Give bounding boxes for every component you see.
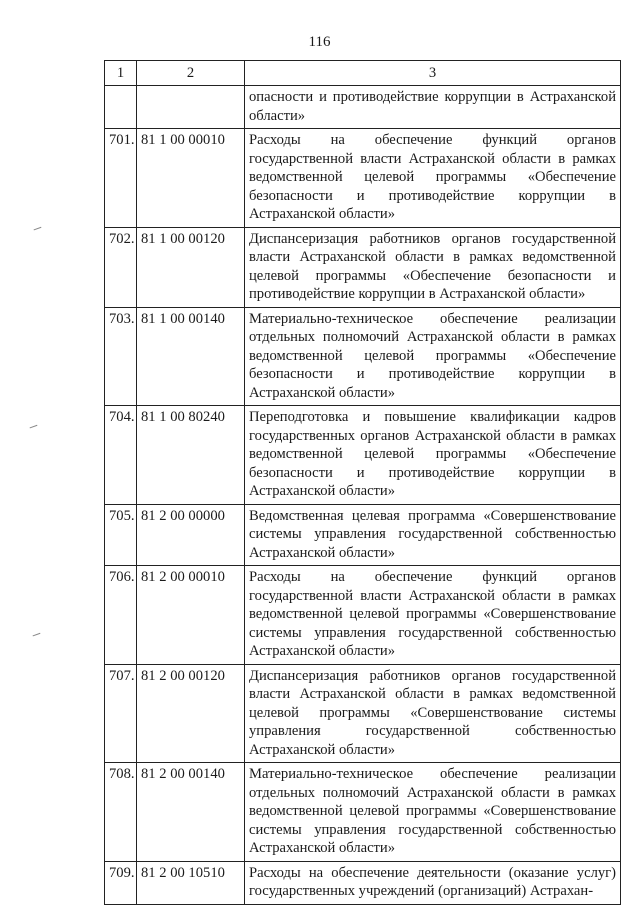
- row-number: [105, 86, 137, 129]
- row-code: 81 2 00 10510: [137, 861, 245, 904]
- table-row: [105, 504, 621, 566]
- table-row: [105, 763, 621, 862]
- row-description: Ведомственная целевая программа «Совершенствование системы управления государственной собственностью Астраханской области»: [245, 504, 621, 566]
- page-number: 116: [308, 34, 331, 50]
- table-row: [105, 664, 621, 763]
- row-number: 706.: [105, 566, 137, 665]
- row-code: 81 1 00 00010: [137, 129, 245, 228]
- row-description: Переподготовка и повышение квалификации кадров государственных органов Астраханской области в рамках ведомственной целевой программы «Обеспечение безопасности и противодействие коррупции в Астраханской области»: [245, 406, 621, 505]
- row-code: 81 1 00 80240: [137, 406, 245, 505]
- table-row: [105, 129, 621, 228]
- row-code: [137, 86, 245, 129]
- table-row: [105, 307, 621, 406]
- row-code: 81 1 00 00140: [137, 307, 245, 406]
- table-row: [105, 406, 621, 505]
- scan-mark: [30, 425, 39, 431]
- row-code: 81 2 00 00010: [137, 566, 245, 665]
- scan-mark: [33, 633, 42, 639]
- scan-mark: [34, 227, 43, 233]
- row-description: Материально-техническое обеспечение реализации отдельных полномочий Астраханской области в рамках ведомственной целевой программы «Совершенствование системы управления государственной собственностью Астраханской области»: [245, 763, 621, 862]
- row-description: опасности и противодействие коррупции в Астраханской области»: [245, 86, 621, 129]
- row-description: Расходы на обеспечение деятельности (оказание услуг) государственных учреждений (организаций) Астрахан-: [245, 861, 621, 904]
- row-number: 704.: [105, 406, 137, 505]
- row-number: 707.: [105, 664, 137, 763]
- budget-table: [104, 60, 621, 905]
- row-description: Диспансеризация работников органов государственной власти Астраханской области в рамках ведомственной целевой программы «Обеспечение безопасности и противодействие коррупции в Астраханской области»: [245, 227, 621, 307]
- row-number: 702.: [105, 227, 137, 307]
- row-number: 709.: [105, 861, 137, 904]
- table-header-row: [105, 61, 621, 86]
- column-header-2: 2: [137, 61, 245, 86]
- row-description: Диспансеризация работников органов государственной власти Астраханской области в рамках ведомственной целевой программы «Совершенствование системы управления государственной собственностью Астраханской области»: [245, 664, 621, 763]
- table-row: [105, 227, 621, 307]
- row-description: Расходы на обеспечение функций органов государственной власти Астраханской области в рамках ведомственной целевой программы «Обеспечение безопасности и противодействие коррупции в Астраханской области»: [245, 129, 621, 228]
- table-row: [105, 566, 621, 665]
- table-row: [105, 861, 621, 904]
- row-code: 81 2 00 00120: [137, 664, 245, 763]
- table-row: [105, 86, 621, 129]
- row-description: Материально-техническое обеспечение реализации отдельных полномочий Астраханской области в рамках ведомственной целевой программы «Обеспечение безопасности и противодействие коррупции в Астраханской области»: [245, 307, 621, 406]
- row-code: 81 1 00 00120: [137, 227, 245, 307]
- row-number: 705.: [105, 504, 137, 566]
- row-number: 701.: [105, 129, 137, 228]
- row-number: 703.: [105, 307, 137, 406]
- column-header-3: 3: [245, 61, 621, 86]
- column-header-1: 1: [105, 61, 137, 86]
- row-code: 81 2 00 00000: [137, 504, 245, 566]
- row-code: 81 2 00 00140: [137, 763, 245, 862]
- row-number: 708.: [105, 763, 137, 862]
- row-description: Расходы на обеспечение функций органов государственной власти Астраханской области в рамках ведомственной целевой программы «Совершенствование системы управления государственной собственностью Астраханской области»: [245, 566, 621, 665]
